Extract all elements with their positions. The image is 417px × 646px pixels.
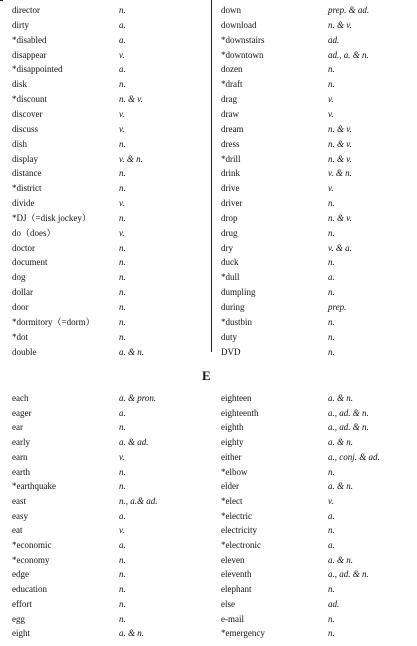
entry-word: *emergency [221,628,265,639]
entry-part-of-speech: n. [119,257,126,268]
entry-word: each [12,393,29,403]
entry-part-of-speech: a. & n. [119,628,145,639]
entry-word: down [221,5,241,15]
entry-part-of-speech: n. [119,138,126,149]
entry-word: *disappointed [12,64,63,75]
entry-part-of-speech: n. [328,584,335,595]
entry-word: discuss [12,123,39,134]
entry-part-of-speech: a., conj. & ad. [328,451,380,462]
entry-word: drop [221,212,238,223]
entry-part-of-speech: n., a.& ad. [119,495,158,506]
entry-word: dog [12,272,26,283]
entry-word: early [12,437,30,448]
entry-word: drink [221,168,240,179]
entry-part-of-speech: n. & v. [119,94,143,105]
entry-part-of-speech: n. [119,481,126,492]
entry-word: duck [221,257,239,268]
entry-part-of-speech: prep. & ad. [328,5,370,15]
entry-part-of-speech: n. & v. [328,212,352,223]
entry-word: duty [221,331,238,342]
entry-part-of-speech: a., ad. & n. [328,569,369,580]
entry-part-of-speech: a. & n. [328,393,354,403]
entry-word: either [221,451,242,462]
entry-part-of-speech: v. [119,451,125,462]
entry-part-of-speech: v. [119,525,125,536]
entry-part-of-speech: n. [119,466,126,477]
section-e-heading: E [202,368,211,383]
entry-part-of-speech: n. [328,257,335,268]
entry-word: dumpling [221,287,256,298]
entry-word: *dot [12,331,29,342]
entry-part-of-speech: a. [328,540,335,550]
entry-part-of-speech: a. [328,272,335,283]
entry-part-of-speech: n. [328,316,335,327]
entry-part-of-speech: n. [328,227,335,238]
entry-word: distance [12,168,42,179]
entry-part-of-speech: n. [119,302,126,312]
entry-word: *elbow [221,466,248,477]
entry-part-of-speech: n. & v. [328,123,352,134]
entry-part-of-speech: a., ad. & n. [328,422,369,433]
top-rule-left [0,0,3,1]
entry-part-of-speech: v. [119,49,125,60]
entry-word: *economy [12,554,50,565]
entry-part-of-speech: n. [119,569,126,580]
entry-part-of-speech: n. [328,198,335,209]
entry-part-of-speech: v. [119,108,125,119]
entry-word: drive [221,183,240,194]
entry-part-of-speech: n. [119,287,126,298]
entry-word: eager [12,407,32,418]
entry-part-of-speech: n. [119,554,126,565]
entry-part-of-speech: a. [119,510,126,521]
entry-word: *dull [221,272,240,283]
entry-word: download [221,19,257,30]
entry-part-of-speech: ad., a. & n. [328,49,369,60]
entry-part-of-speech: n. [119,79,126,90]
entry-word: eleventh [221,569,252,580]
entry-word: DVD [221,346,241,357]
entry-word: dozen [221,64,243,75]
entry-word: eighty [221,437,244,448]
entry-word: doctor [12,242,35,253]
entry-word: double [12,346,37,357]
entry-word: *dormitory（=dorm） [12,316,95,327]
entry-word: document [12,257,48,268]
entry-word: easy [12,510,28,521]
entry-word: dirty [12,19,29,30]
entry-part-of-speech: n. [328,331,335,342]
entry-word: egg [12,613,25,624]
entry-part-of-speech: n. [119,331,126,342]
entry-word: *dustbin [221,316,253,327]
entry-word: eight [12,628,30,639]
entry-part-of-speech: a., ad. & n. [328,407,369,418]
entry-word: disappear [12,49,47,60]
entry-word: eighth [221,422,244,433]
entry-part-of-speech: v. [328,495,334,506]
entry-part-of-speech: a. & pron. [119,393,157,403]
entry-part-of-speech: n. [119,212,126,223]
entry-part-of-speech: n. & v. [328,153,352,164]
entry-part-of-speech: a. [328,510,335,521]
entry-part-of-speech: a. & n. [328,437,354,448]
entry-part-of-speech: n. [119,242,126,253]
entry-word: *DJ（=disk jockey） [12,212,91,223]
entry-word: else [221,598,235,609]
entry-word: electricity [221,525,257,536]
entry-word: *economic [12,540,52,550]
entry-part-of-speech: v. & n. [328,168,352,179]
entry-part-of-speech: n. [119,183,126,194]
entry-word: education [12,584,47,595]
entry-word: *electronic [221,540,261,550]
entry-word: e-mail [221,613,244,624]
entry-part-of-speech: ad. [328,598,340,609]
entry-part-of-speech: n. [328,64,335,75]
entry-word: *elect [221,495,243,506]
entry-word: dollar [12,287,33,298]
entry-word: draw [221,108,239,119]
entry-word: *downtown [221,49,264,60]
entry-part-of-speech: n. [328,287,335,298]
entry-part-of-speech: a. [119,19,126,30]
entry-part-of-speech: v. [328,183,334,194]
entry-word: driver [221,198,243,209]
entry-part-of-speech: n. & v. [328,19,352,30]
entry-word: east [12,495,26,506]
entry-word: drug [221,227,238,238]
entry-word: discover [12,108,43,119]
entry-word: *district [12,183,42,194]
entry-word: dish [12,138,28,149]
entry-part-of-speech: a. [119,64,126,75]
entry-word: edge [12,569,29,580]
entry-part-of-speech: v. & a. [328,242,352,253]
entry-word: director [12,5,40,15]
entry-word: do（does） [12,227,56,238]
entry-word: divide [12,198,35,209]
entry-word: *disabled [12,34,47,45]
entry-part-of-speech: n. [328,613,335,624]
entry-part-of-speech: v. [119,227,125,238]
entry-part-of-speech: v. [119,123,125,134]
entry-part-of-speech: n. [328,525,335,536]
entry-part-of-speech: n. [119,613,126,624]
entry-part-of-speech: n. [119,584,126,595]
entry-part-of-speech: ad. [328,34,340,45]
entry-word: ear [12,422,23,433]
entry-word: eighteen [221,393,252,403]
entry-part-of-speech: a. & ad. [119,437,149,448]
entry-word: *draft [221,79,243,90]
entry-word: dry [221,242,233,253]
entry-part-of-speech: v. & n. [119,153,143,164]
entry-part-of-speech: n. [328,466,335,477]
entry-part-of-speech: n. [119,272,126,283]
entry-part-of-speech: a. & n. [328,554,354,565]
entry-word: during [221,302,245,312]
entry-part-of-speech: v. [328,94,334,105]
entry-part-of-speech: n. [119,598,126,609]
entry-word: effort [12,598,32,609]
entry-word: disk [12,79,28,90]
entry-word: *downstairs [221,34,265,45]
entry-word: drag [221,94,237,105]
entry-part-of-speech: a. [119,407,126,418]
entry-part-of-speech: n. [119,316,126,327]
entry-word: *earthquake [12,481,56,492]
column-divider [211,0,212,352]
entry-word: eighteenth [221,407,259,418]
entry-part-of-speech: n. [119,422,126,433]
entry-part-of-speech: n. [119,5,126,15]
entry-word: *drill [221,153,241,164]
entry-part-of-speech: a. [119,540,126,550]
entry-part-of-speech: a. [119,34,126,45]
entry-part-of-speech: n. & v. [328,138,352,149]
entry-word: *discount [12,94,47,105]
entry-word: elder [221,481,239,492]
entry-part-of-speech: n. [328,346,335,357]
entry-part-of-speech: a. & n. [328,481,354,492]
entry-part-of-speech: prep. [328,302,347,312]
entry-part-of-speech: n. [328,628,335,639]
entry-word: eat [12,525,23,536]
entry-word: earth [12,466,30,477]
entry-word: dream [221,123,244,134]
entry-word: elephant [221,584,252,595]
entry-part-of-speech: v. [119,198,125,209]
entry-word: dress [221,138,240,149]
entry-part-of-speech: a. & n. [119,346,145,357]
entry-word: eleven [221,554,245,565]
entry-word: display [12,153,38,164]
section-e [0,393,417,646]
entry-word: earn [12,451,28,462]
entry-part-of-speech: v. [328,108,334,119]
entry-word: *electric [221,510,252,521]
entry-word: door [12,302,29,312]
entry-part-of-speech: n. [328,79,335,90]
entry-part-of-speech: n. [119,168,126,179]
